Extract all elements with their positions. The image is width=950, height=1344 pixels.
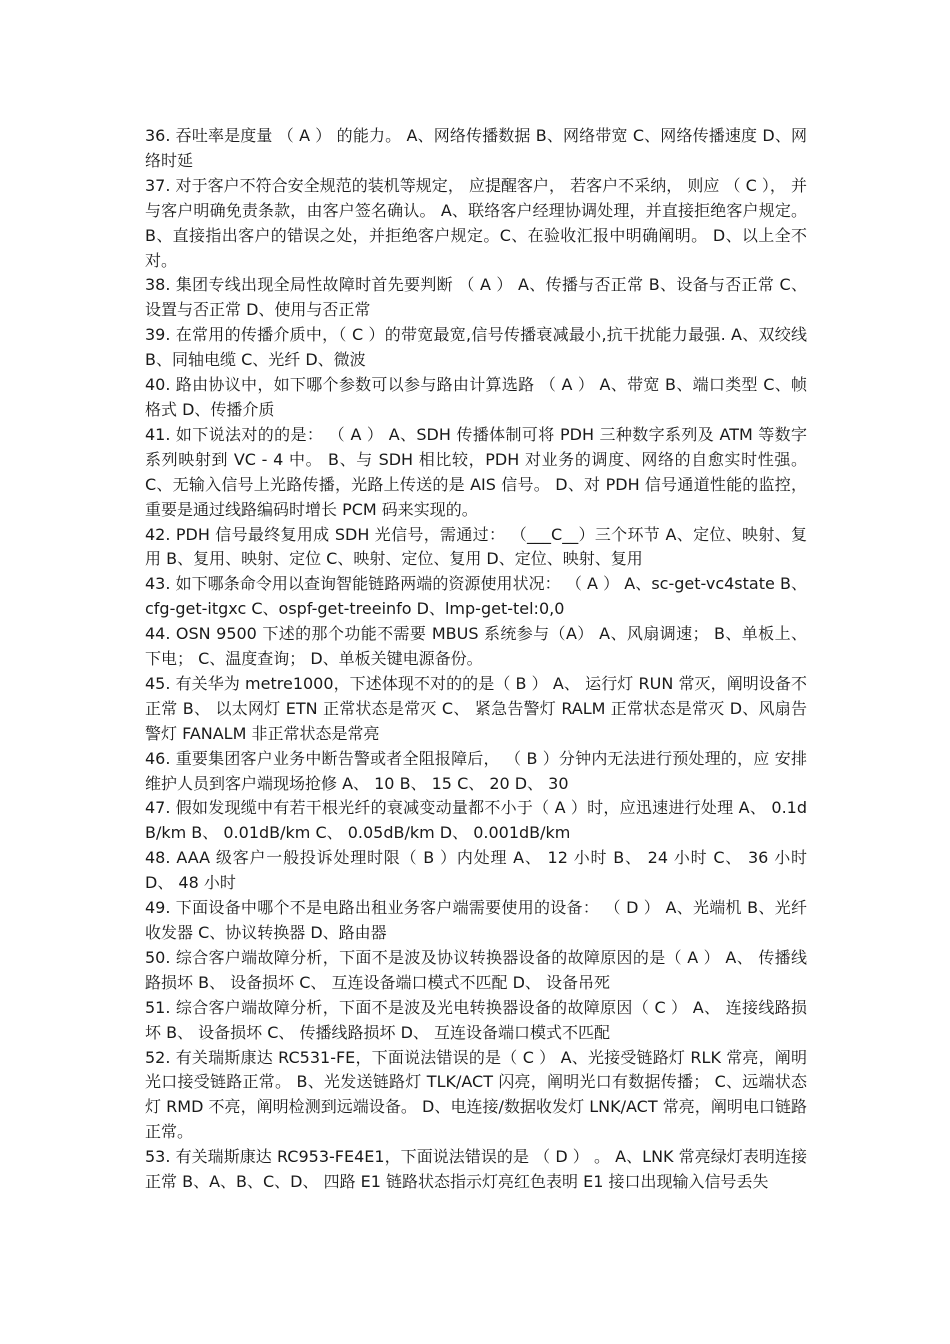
question-47: 47. 假如发现缆中有若干根光纤的衰减变动量都不小于（ A ）时，应迅速进行处理 A、 0.1dB/km B、 0.01dB/km C、 0.05dB/km D、 0.001dB/km [145,798,807,843]
question-43: 43. 如下哪条命令用以查询智能链路两端的资源使用状况： （ A ） A、sc-get-vc4state B、cfg-get-itgxc C、ospf-get-treeinfo D、lmp-get-tel:0,0 [145,574,807,619]
question-42: 42. PDH 信号最终复用成 SDH 光信号，需通过： （___C__）三个环节 A、定位、映射、复用 B、复用、映射、定位 C、映射、定位、复用 D、定位、映射、复用 [145,524,807,569]
question-39: 39. 在常用的传播介质中，（ C ）的带宽最宽,信号传播衰减最小,抗干扰能力最强. A、双绞线 B、同轴电缆 C、光纤 D、微波 [145,325,807,370]
question-37: 37. 对于客户不符合安全规范的装机等规定， 应提醒客户， 若客户不采纳， 则应 （ C ）， 并与客户明确免责条款，由客户签名确认。 A、联络客户经理协调处理，并直接拒绝客户规定。 B、直接指出客户的错误之处，并拒绝客户规定。C、在验收汇报中明确阐明。 D、以上全不对。 [145,175,807,270]
question-46: 46. 重要集团客户业务中断告警或者全阻报障后， （ B ）分钟内无法进行预处理的，应 安排维护人员到客户端现场抢修 A、 10 B、 15 C、 20 D、 30 [145,748,807,793]
document-page [145,124,807,1195]
question-40: 40. 路由协议中，如下哪个参数可以参与路由计算选路 （ A ） A、带宽 B、端口类型 C、帧格式 D、传播介质 [145,375,807,419]
question-38: 38. 集团专线出现全局性故障时首先要判断 （ A ） A、传播与否正常 B、设备与否正常 C、设置与否正常 D、使用与否正常 [145,275,807,320]
question-36: 36. 吞吐率是度量 （ A ） 的能力。 A、网络传播数据 B、网络带宽 C、网络传播速度 D、网络时延 [145,126,807,170]
question-52: 52. 有关瑞斯康达 RC531-FE，下面说法错误的是（ C ） A、光接受链路灯 RLK 常亮，阐明光口接受链路正常。 B、光发送链路灯 TLK/ACT 闪亮，阐明光口有数据传播； C、远端状态灯 RMD 不亮，阐明检测到远端设备。 D、电连接/数据收发灯 LNK/ACT 常亮，阐明电口链路正常。 [145,1047,807,1142]
question-49: 49. 下面设备中哪个不是电路出租业务客户端需要使用的设备： （ D ） A、光端机 B、光纤收发器 C、协议转换器 D、路由器 [145,898,807,942]
question-51: 51. 综合客户端故障分析，下面不是波及光电转换器设备的故障原因（ C ） A、 连接线路损坏 B、 设备损坏 C、 传播线路损坏 D、 互连设备端口模式不匹配 [145,997,807,1042]
question-45: 45. 有关华为 metre1000，下述体现不对的的是（ B ） A、 运行灯 RUN 常灭，阐明设备不正常 B、 以太网灯 ETN 正常状态是常灭 C、 紧急告警灯 RALM 正常状态是常灭 D、风扇告警灯 FANALM 非正常状态是常亮 [145,673,807,743]
question-48: 48. AAA 级客户一般投诉处理时限（ B ）内处理 A、 12 小时 B、 24 小时 C、 36 小时 D、 48 小时 [145,848,807,893]
question-44: 44. OSN 9500 下述的那个功能不需要 MBUS 系统参与（A） A、风扇调速； B、单板上、下电； C、温度查询； D、单板关键电源备份。 [145,624,807,669]
question-41: 41. 如下说法对的的是： （ A ） A、SDH 传播体制可将 PDH 三种数字系列及 ATM 等数字系列映射到 VC - 4 中。 B、与 SDH 相比较，PDH 对业务的调度、网络的自愈实时性强。 C、无输入信号上光路传播，光路上传送的是 AIS 信号。 D、对 PDH 信号通道性能的监控，重要是通过线路编码时增长 PCM 码来实现的。 [145,424,807,519]
question-50: 50. 综合客户端故障分析，下面不是波及协议转换器设备的故障原因的是（ A ） A、 传播线路损坏 B、 设备损坏 C、 互连设备端口模式不匹配 D、 设备吊死 [145,947,807,992]
question-53: 53. 有关瑞斯康达 RC953-FE4E1，下面说法错误的是 （ D ） 。 A、LNK 常亮绿灯表明连接正常 B、A、B、C、D、 四路 E1 链路状态指示灯亮红色表明 E1 接口出现输入信号丢失 [145,1147,807,1192]
